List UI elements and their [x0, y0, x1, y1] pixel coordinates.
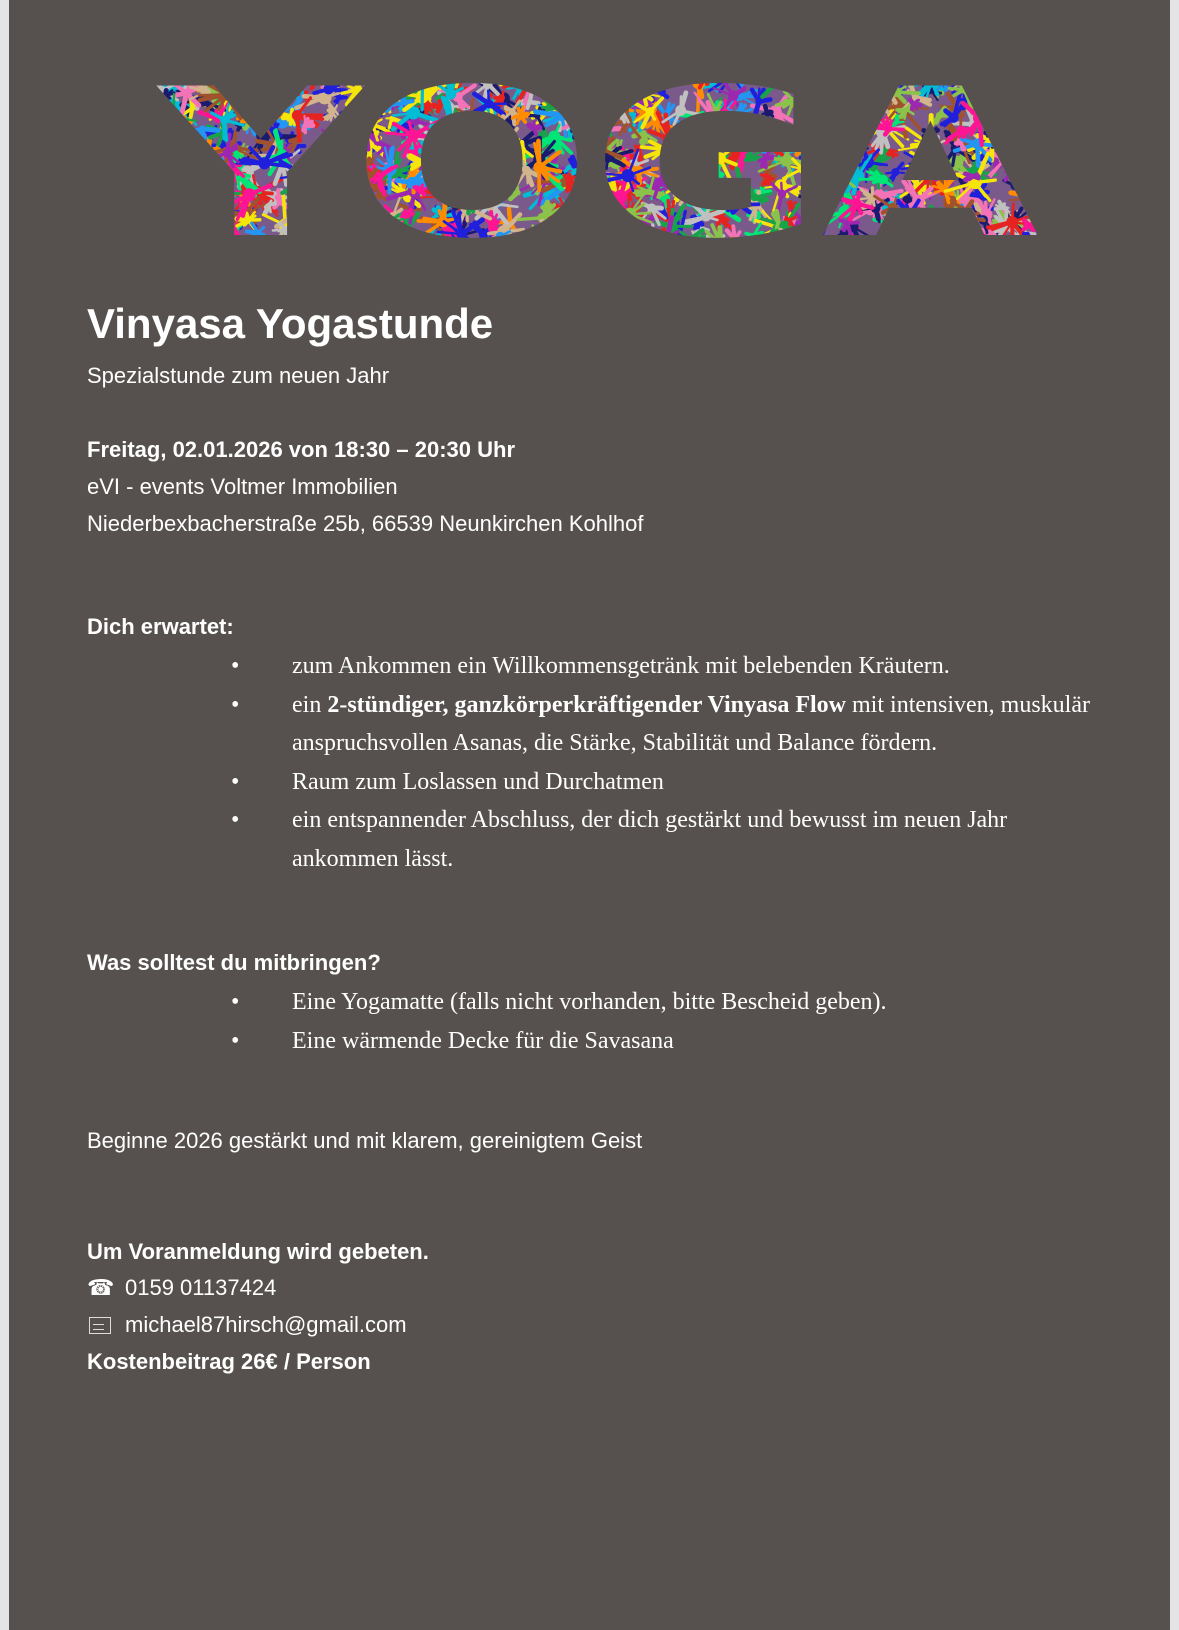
flyer-page [9, 0, 1170, 1630]
bullet: • [231, 989, 240, 1015]
bring-list [9, 983, 1152, 1060]
item-text: mit intensiven, muskulär anspruchsvollen Asanas, die Stärke, Stabilität und Balance fördern. [292, 691, 1090, 756]
expect-list [9, 647, 1152, 878]
mail-icon [89, 1317, 111, 1334]
event-address: Niederbexbacherstraße 25b, 66539 Neunkirchen Kohlhof [87, 511, 644, 536]
registration-heading: Um Voranmeldung wird gebeten. [87, 1239, 429, 1264]
list-item [9, 801, 1092, 878]
price: Kostenbeitrag 26€ / Person [87, 1349, 371, 1374]
item-text: ein [292, 691, 328, 718]
email-row [87, 1312, 407, 1338]
list-item [9, 983, 1152, 1022]
tagline: Beginne 2026 gestärkt und mit klarem, gereinigtem Geist [87, 1128, 643, 1153]
phone-row [87, 1275, 276, 1301]
expect-heading: Dich erwartet: [87, 614, 234, 639]
bullet: • [231, 1027, 240, 1054]
bullet: • [231, 768, 240, 795]
subtitle: Spezialstunde zum neuen Jahr [87, 363, 390, 388]
list-item [9, 1022, 1152, 1061]
item-text: Raum zum Loslassen und Durchatmen [292, 768, 664, 795]
item-bold: 2-stündiger, ganzkörperkräftigender Vinyasa Flow [327, 691, 847, 718]
bullet: • [231, 807, 240, 833]
item-text: Eine Yogamatte (falls nicht vorhanden, bitte Bescheid geben). [292, 989, 887, 1015]
list-item [9, 686, 1152, 763]
item-text: ein entspannender Abschluss, der dich gestärkt und bewusst im neuen Jahr ankommen lässt. [292, 807, 1008, 872]
item-text: Eine wärmende Decke für die Savasana [292, 1027, 674, 1054]
logo-text: YOGA [156, 70, 1040, 245]
bring-heading: Was solltest du mitbringen? [87, 950, 381, 975]
list-item [9, 647, 1152, 686]
bullet: • [231, 691, 240, 718]
list-item [9, 763, 1152, 802]
yoga-logo [139, 70, 1059, 245]
event-datetime: Freitag, 02.01.2026 von 18:30 – 20:30 Uhr [87, 437, 516, 462]
bullet: • [231, 653, 240, 679]
phone-number: 0159 01137424 [125, 1275, 277, 1300]
item-text: zum Ankommen ein Willkommensgetränk mit belebenden Kräutern. [292, 653, 950, 679]
email-address: michael87hirsch@gmail.com [125, 1312, 407, 1337]
event-venue: eVI - events Voltmer Immobilien [87, 474, 398, 499]
phone-icon: ☎ [87, 1275, 115, 1300]
page-title: Vinyasa Yogastunde [87, 300, 494, 347]
